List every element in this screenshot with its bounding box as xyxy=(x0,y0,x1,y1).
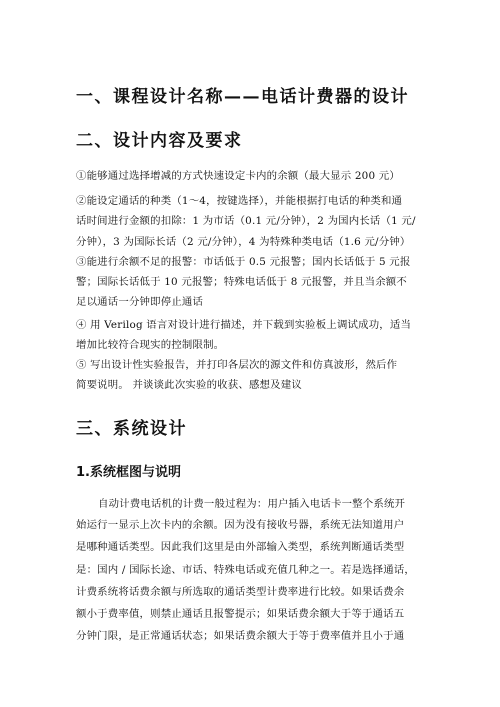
requirement-line: 增加比较符合现实的控制限制。 xyxy=(76,339,225,351)
heading-course-title: 一、课程设计名称——电话计费器的设计 xyxy=(76,87,409,107)
requirement-line: ⑤ 写出设计性实验报告，并打印各层次的源文件和仿真波形，然后作 xyxy=(76,359,398,371)
paragraph-line: 是哪种通话类型。因此我们这里是由外部输入类型，系统判断通话类型 xyxy=(76,541,405,553)
requirement-line: 警；国际长话低于 10 元报警；特殊电话低于 8 元报警，并且当余额不 xyxy=(76,276,407,288)
requirement-line: ③能进行余额不足的报警：市话低于 0.5 元报警；国内长话低于 5 元报 xyxy=(76,256,411,268)
requirement-line: 话时间进行金额的扣除：1 为市话（0.1 元/分钟），2 为国内长话（1 元/ xyxy=(76,215,416,227)
subheading-block-diagram: 1.系统框图与说明 xyxy=(76,465,181,480)
paragraph-line: 自动计费电话机的计费一般过程为：用户插入电话卡一整个系统开 xyxy=(98,498,406,510)
requirement-line: 简要说明。 并谈谈此次实验的收获、感想及建议 xyxy=(76,379,302,391)
requirement-line: ④ 用 Verilog 语言对设计进行描述，并下载到实验板上调试成功，适当 xyxy=(76,319,412,331)
requirement-line: 足以通话一分钟即停止通话 xyxy=(76,296,204,308)
paragraph-line: 额小于费率值，则禁止通话且报警提示；如果话费余额大于等于通话五 xyxy=(76,608,405,620)
paragraph-line: 计费系统将话费余额与所选取的通话类型计费率进行比较。如果话费余 xyxy=(76,586,405,598)
paragraph-line: 分钟门限，是正常通话状态；如果话费余额大于等于费率值并且小于通 xyxy=(76,630,405,642)
paragraph-line: 始运行一显示上次卡内的余额。因为没有接收号器，系统无法知道用户 xyxy=(76,519,405,531)
requirement-line: ②能设定通话的种类（1～4，按键选择），并能根据打电话的种类和通 xyxy=(76,195,403,207)
heading-system-design: 三、系统设计 xyxy=(76,419,187,439)
heading-design-requirements: 二、设计内容及要求 xyxy=(76,131,243,151)
requirement-line: 分钟），3 为国际长话（2 元/分钟），4 为特殊种类电话（1.6 元/分钟） xyxy=(76,236,411,248)
paragraph-line: 是：国内 / 国际长途、市话、特殊电话或充值几种之一。若是选择通话， xyxy=(76,564,416,576)
requirement-line: ①能够通过选择增减的方式快速设定卡内的余额（最大显示 200 元） xyxy=(76,170,400,182)
